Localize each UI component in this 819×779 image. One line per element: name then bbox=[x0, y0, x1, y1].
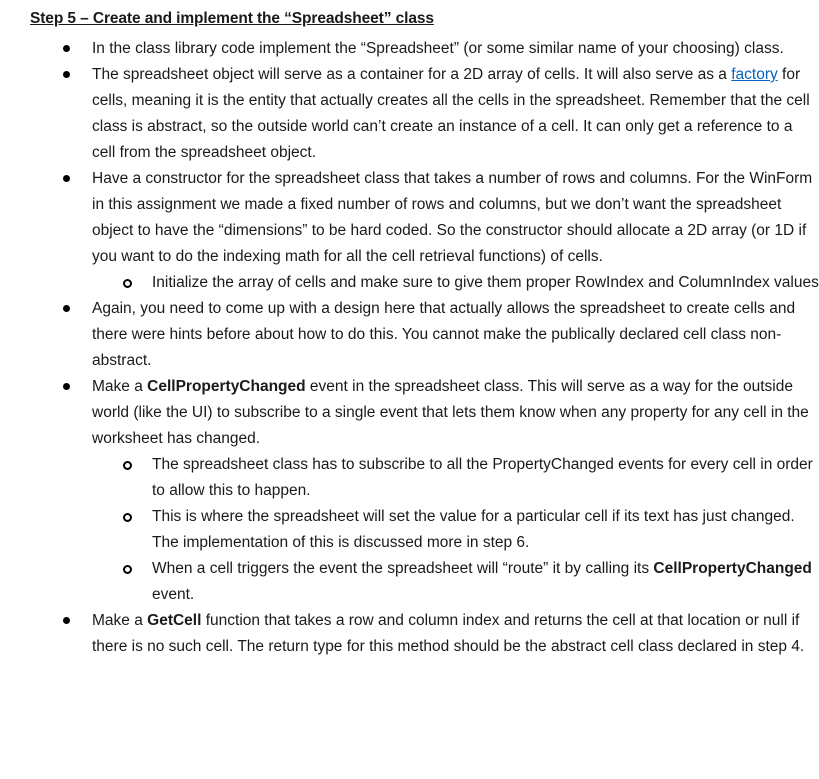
circle-bullet-icon bbox=[123, 279, 132, 288]
list-item-text-post: function that takes a row and column index and returns the cell at that location or null if there is no such cell. The return type for this method should be the abstract cell class declared in step 4. bbox=[92, 612, 805, 655]
sub-list-item bbox=[92, 556, 819, 608]
list-item-text: Again, you need to come up with a design here that actually allows the spreadsheet to create cells and there were hints before about how to do this. You cannot make the publically declared cell class non-abstract. bbox=[92, 300, 796, 369]
circle-bullet-icon bbox=[123, 565, 132, 574]
bullet-icon bbox=[63, 383, 70, 390]
bullet-list bbox=[30, 36, 819, 660]
bullet-icon bbox=[63, 617, 70, 624]
sub-list-item bbox=[92, 452, 819, 504]
bullet-icon bbox=[63, 175, 70, 182]
factory-link[interactable]: factory bbox=[731, 66, 778, 83]
sub-list-item-text: This is where the spreadsheet will set the value for a particular cell if its text has just changed. The implementation of this is discussed more in step 6. bbox=[152, 508, 795, 551]
list-item bbox=[30, 62, 819, 166]
list-item-bold: GetCell bbox=[147, 612, 202, 629]
sub-list-item bbox=[92, 270, 819, 296]
sub-list-item-bold: CellPropertyChanged bbox=[653, 560, 812, 577]
list-item-text-post: for cells, meaning it is the entity that actually creates all the cells in the spreadsheet. Remember that the cell class is abstract, so the outside world can’t create an instance of a cell. It can only get a reference to a cell from the spreadsheet object. bbox=[92, 66, 810, 161]
circle-bullet-icon bbox=[123, 513, 132, 522]
section-heading: Step 5 – Create and implement the “Spreadsheet” class bbox=[30, 10, 434, 27]
sub-list bbox=[92, 270, 819, 296]
sub-list-item-text-post: event. bbox=[152, 586, 195, 603]
bullet-icon bbox=[63, 45, 70, 52]
list-item-text: Have a constructor for the spreadsheet class that takes a number of rows and columns. For the WinForm in this assignment we made a fixed number of rows and columns, but we don’t want the spreadsheet object to have the “dimensions” to be hard coded. So the constructor should allocate a 2D array (or 1D if you want to do the indexing math for all the cell retrieval functions) of cells. bbox=[92, 170, 813, 265]
list-item bbox=[30, 166, 819, 296]
list-item bbox=[30, 36, 819, 62]
circle-bullet-icon bbox=[123, 461, 132, 470]
list-item bbox=[30, 374, 819, 608]
list-item-text-pre: Make a bbox=[92, 378, 148, 395]
list-item bbox=[30, 608, 819, 660]
sub-list-item-text-pre: When a cell triggers the event the spreadsheet will “route” it by calling its bbox=[152, 560, 654, 577]
sub-list-item bbox=[92, 504, 819, 556]
list-item-text-pre: The spreadsheet object will serve as a container for a 2D array of cells. It will also serve as a bbox=[92, 66, 732, 83]
list-item bbox=[30, 296, 819, 374]
list-item-bold: CellPropertyChanged bbox=[147, 378, 306, 395]
list-item-text-post: event in the spreadsheet class. This will serve as a way for the outside world (like the UI) to subscribe to a single event that lets them know when any property for any cell in the worksheet has changed. bbox=[92, 378, 809, 447]
sub-list bbox=[92, 452, 819, 608]
list-item-text-pre: Make a bbox=[92, 612, 148, 629]
bullet-icon bbox=[63, 71, 70, 78]
sub-list-item-text: The spreadsheet class has to subscribe to all the PropertyChanged events for every cell in order to allow this to happen. bbox=[152, 456, 813, 499]
list-item-text: In the class library code implement the “Spreadsheet” (or some similar name of your choosing) class. bbox=[92, 40, 784, 57]
bullet-icon bbox=[63, 305, 70, 312]
sub-list-item-text: Initialize the array of cells and make sure to give them proper RowIndex and ColumnIndex values bbox=[152, 274, 819, 291]
